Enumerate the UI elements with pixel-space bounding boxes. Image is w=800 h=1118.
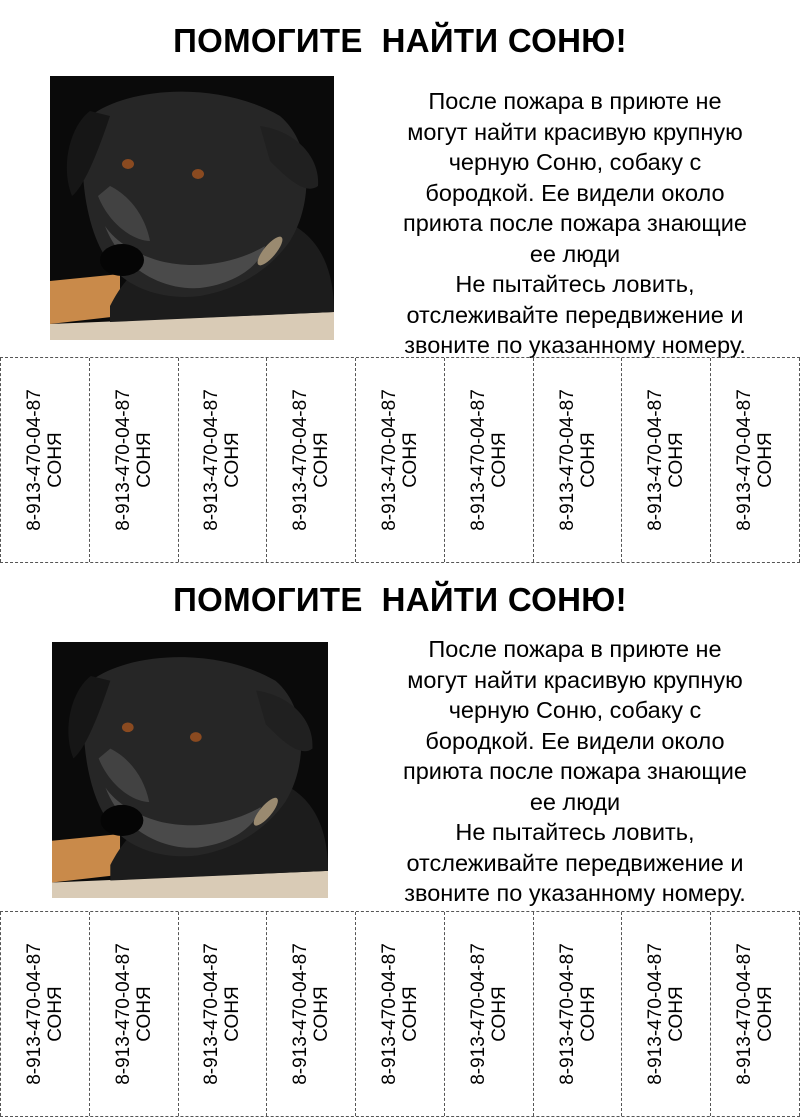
flyer-title: ПОМОГИТЕ НАЙТИ СОНЮ! [173,22,627,59]
description-line: черную Соню, собаку с [448,697,702,723]
tab-name: СОНЯ [400,432,422,488]
tab-name: СОНЯ [133,432,155,488]
tab-phone: 8-913-470-04-87 [467,389,489,531]
tab-name: СОНЯ [488,986,510,1042]
tab-phone: 8-913-470-04-87 [556,943,578,1085]
tear-off-tab[interactable] [355,358,444,562]
tear-off-tabs [0,357,800,563]
tab-phone: 8-913-470-04-87 [23,943,45,1085]
tab-name: СОНЯ [755,432,777,488]
tear-off-tab[interactable] [533,358,622,562]
tab-name: СОНЯ [311,986,333,1042]
description-line: приюта после пожара знающие [403,758,747,784]
dog-photo-image [52,642,328,898]
tear-off-tab[interactable] [621,912,710,1116]
tab-phone: 8-913-470-04-87 [467,943,489,1085]
tab-name: СОНЯ [577,986,599,1042]
tear-off-tab[interactable] [266,358,355,562]
tear-off-tab[interactable] [178,912,267,1116]
tear-off-tab[interactable] [178,358,267,562]
dog-photo [50,76,334,340]
description-line: звоните по указанному номеру. [404,880,746,906]
description-line: ее люди [529,240,621,267]
tear-off-tab[interactable] [444,358,533,562]
description-line: После пожара в приюте не [428,88,722,114]
tab-phone: 8-913-470-04-87 [112,943,134,1085]
tab-phone: 8-913-470-04-87 [112,389,134,531]
tab-phone: 8-913-470-04-87 [290,389,312,531]
tab-name: СОНЯ [400,986,422,1042]
description-line: звоните по указанному номеру. [404,332,746,358]
description-line: бородкой. Ее видели около [425,179,725,206]
description-line: Не пытайтесь ловить, [455,271,695,297]
tab-phone: 8-913-470-04-87 [201,943,223,1085]
tab-phone: 8-913-470-04-87 [734,389,756,531]
tab-phone: 8-913-470-04-87 [734,943,756,1085]
description-line: После пожара в приюте не [428,636,722,662]
dog-photo [52,642,328,898]
tab-name: СОНЯ [44,432,66,488]
tear-off-tab[interactable] [89,358,178,562]
tear-off-tab[interactable] [710,358,800,562]
tear-off-tab[interactable] [89,912,178,1116]
tab-phone: 8-913-470-04-87 [645,943,667,1085]
tear-off-tab[interactable] [266,912,355,1116]
tear-off-tabs [0,911,800,1117]
description-line: отслеживайте передвижение и [406,301,744,328]
tab-phone: 8-913-470-04-87 [201,389,223,531]
tab-phone: 8-913-470-04-87 [23,389,45,531]
tab-name: СОНЯ [666,432,688,488]
tab-name: СОНЯ [666,986,688,1042]
tear-off-tab[interactable] [533,912,622,1116]
flyer-bottom [0,559,800,1118]
flyer-description [360,634,790,909]
tear-off-tab[interactable] [0,912,89,1116]
description-line: ее люди [529,788,621,815]
tear-off-tab[interactable] [444,912,533,1116]
tear-off-tab[interactable] [0,358,89,562]
tab-name: СОНЯ [311,432,333,488]
description-line: Не пытайтесь ловить, [455,819,695,845]
tab-phone: 8-913-470-04-87 [645,389,667,531]
flyer-description [360,86,790,361]
tab-phone: 8-913-470-04-87 [379,943,401,1085]
description-line: черную Соню, собаку с [448,149,702,175]
tab-name: СОНЯ [222,986,244,1042]
description-line: могут найти красивую крупную [407,666,743,693]
dog-photo-image [50,76,334,340]
tab-phone: 8-913-470-04-87 [290,943,312,1085]
tab-name: СОНЯ [577,432,599,488]
tab-name: СОНЯ [222,432,244,488]
tab-name: СОНЯ [488,432,510,488]
description-line: отслеживайте передвижение и [406,849,744,876]
flyer-title: ПОМОГИТЕ НАЙТИ СОНЮ! [173,581,627,618]
tear-off-tab[interactable] [355,912,444,1116]
tab-name: СОНЯ [133,986,155,1042]
tear-off-tab[interactable] [710,912,800,1116]
tab-phone: 8-913-470-04-87 [556,389,578,531]
description-line: приюта после пожара знающие [403,210,747,236]
tab-name: СОНЯ [755,986,777,1042]
tab-name: СОНЯ [44,986,66,1042]
tab-phone: 8-913-470-04-87 [379,389,401,531]
tear-off-tab[interactable] [621,358,710,562]
description-line: бородкой. Ее видели около [425,727,725,754]
description-line: могут найти красивую крупную [407,118,743,145]
